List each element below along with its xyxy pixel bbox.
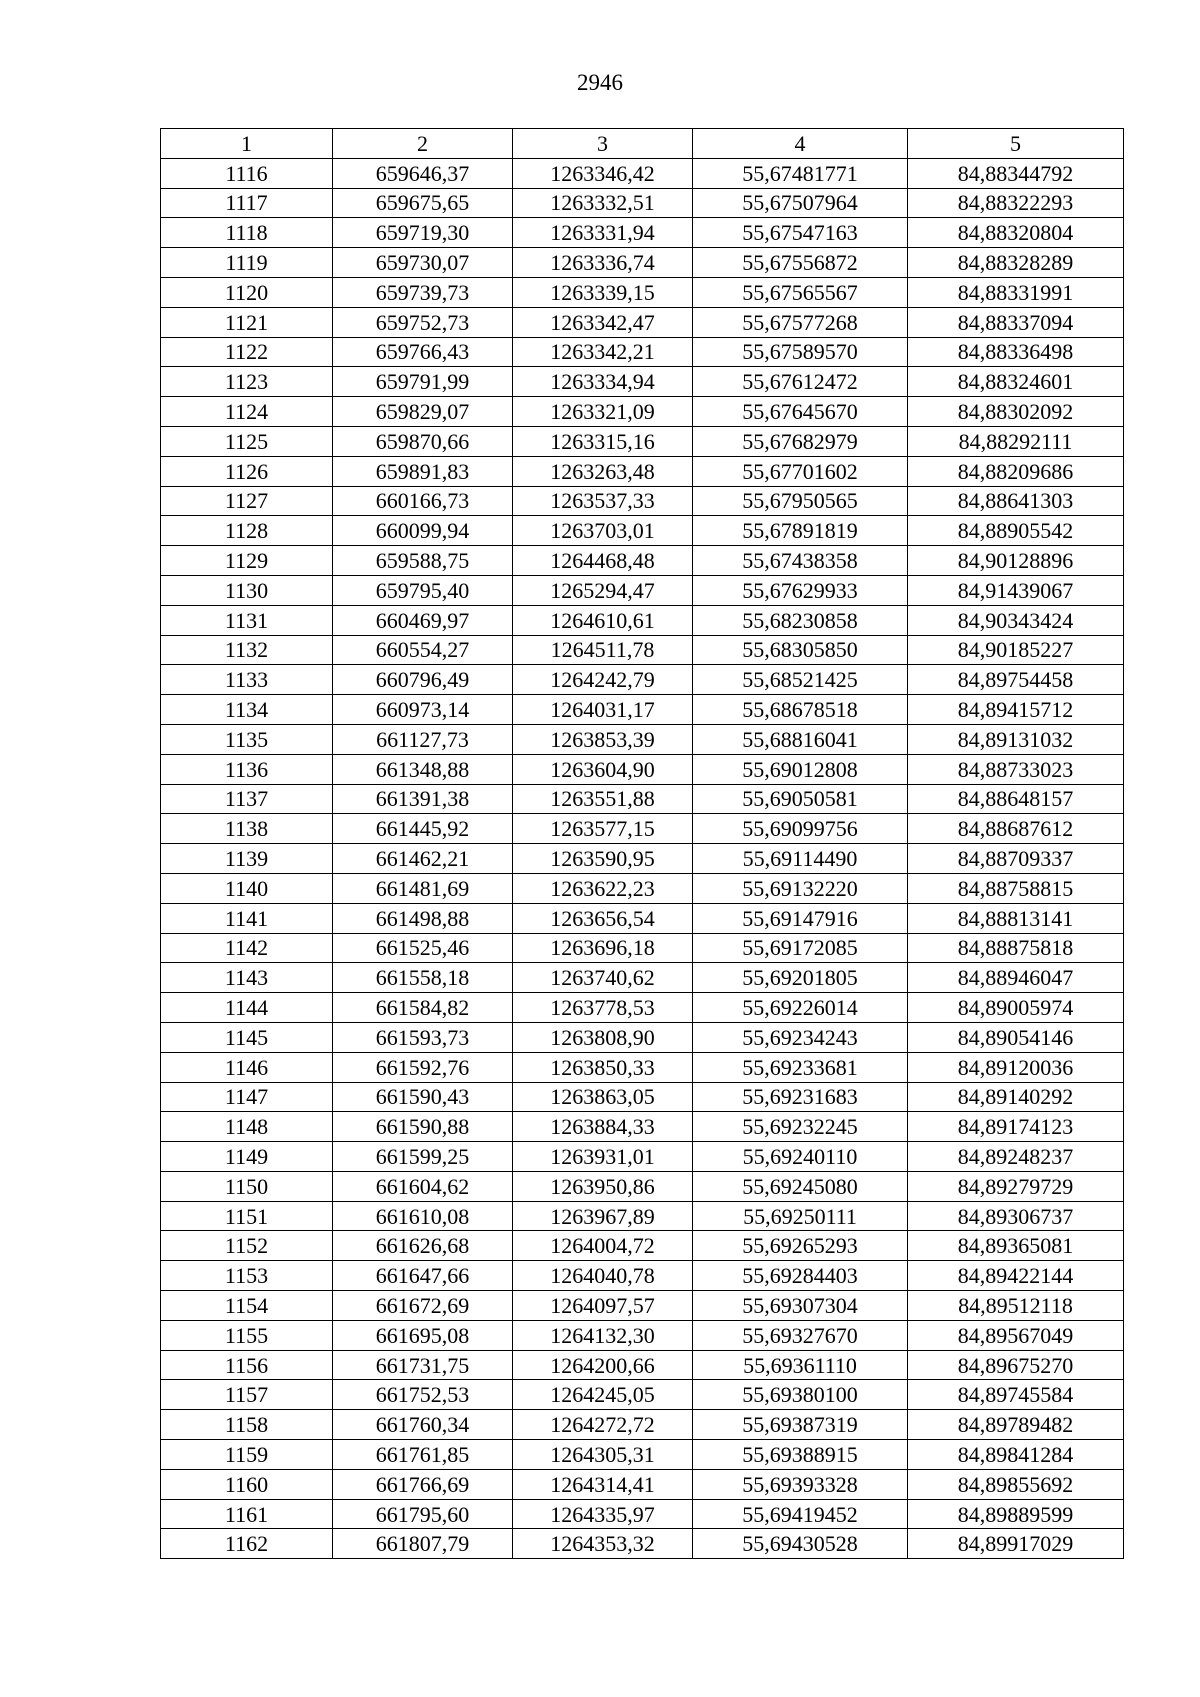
y-coordinate-cell: 1263577,15 [513, 814, 693, 844]
longitude-cell: 84,88302092 [908, 397, 1124, 427]
longitude-cell: 84,88905542 [908, 516, 1124, 546]
x-coordinate-cell: 659829,07 [333, 397, 513, 427]
point-number-cell: 1133 [161, 665, 333, 695]
point-number-cell: 1153 [161, 1261, 333, 1291]
latitude-cell: 55,69361110 [693, 1350, 908, 1380]
x-coordinate-cell: 660973,14 [333, 695, 513, 725]
point-number-cell: 1131 [161, 605, 333, 635]
latitude-cell: 55,67682979 [693, 426, 908, 456]
table-row [161, 546, 1124, 576]
y-coordinate-cell: 1263336,74 [513, 248, 693, 278]
table-row [161, 486, 1124, 516]
latitude-cell: 55,69327670 [693, 1320, 908, 1350]
x-coordinate-cell: 660796,49 [333, 665, 513, 695]
point-number-cell: 1148 [161, 1112, 333, 1142]
y-coordinate-cell: 1264511,78 [513, 635, 693, 665]
x-coordinate-cell: 660166,73 [333, 486, 513, 516]
latitude-cell: 55,67438358 [693, 546, 908, 576]
x-coordinate-cell: 661807,79 [333, 1529, 513, 1559]
longitude-cell: 84,89841284 [908, 1440, 1124, 1470]
y-coordinate-cell: 1263551,88 [513, 784, 693, 814]
latitude-cell: 55,69380100 [693, 1380, 908, 1410]
y-coordinate-cell: 1264242,79 [513, 665, 693, 695]
longitude-cell: 84,88344792 [908, 158, 1124, 188]
latitude-cell: 55,69232245 [693, 1112, 908, 1142]
latitude-cell: 55,68521425 [693, 665, 908, 695]
latitude-cell: 55,67556872 [693, 248, 908, 278]
longitude-cell: 84,89120036 [908, 1052, 1124, 1082]
latitude-cell: 55,69393328 [693, 1469, 908, 1499]
table-row [161, 1320, 1124, 1350]
latitude-cell: 55,69114490 [693, 844, 908, 874]
longitude-cell: 84,88758815 [908, 873, 1124, 903]
y-coordinate-cell: 1264468,48 [513, 546, 693, 576]
x-coordinate-cell: 660469,97 [333, 605, 513, 635]
longitude-cell: 84,88320804 [908, 218, 1124, 248]
x-coordinate-cell: 661584,82 [333, 993, 513, 1023]
longitude-cell: 84,89140292 [908, 1082, 1124, 1112]
point-number-cell: 1154 [161, 1291, 333, 1321]
table-row [161, 248, 1124, 278]
table-row [161, 1469, 1124, 1499]
x-coordinate-cell: 659739,73 [333, 277, 513, 307]
longitude-cell: 84,88337094 [908, 307, 1124, 337]
latitude-cell: 55,67645670 [693, 397, 908, 427]
table-row [161, 1529, 1124, 1559]
latitude-cell: 55,67547163 [693, 218, 908, 248]
x-coordinate-cell: 659646,37 [333, 158, 513, 188]
latitude-cell: 55,69233681 [693, 1052, 908, 1082]
y-coordinate-cell: 1264305,31 [513, 1440, 693, 1470]
point-number-cell: 1121 [161, 307, 333, 337]
point-number-cell: 1144 [161, 993, 333, 1023]
point-number-cell: 1129 [161, 546, 333, 576]
longitude-cell: 84,88687612 [908, 814, 1124, 844]
page-number: 2946 [577, 70, 623, 95]
x-coordinate-cell: 661647,66 [333, 1261, 513, 1291]
point-number-cell: 1119 [161, 248, 333, 278]
point-number-cell: 1139 [161, 844, 333, 874]
point-number-cell: 1149 [161, 1142, 333, 1172]
y-coordinate-cell: 1263334,94 [513, 367, 693, 397]
y-coordinate-cell: 1264040,78 [513, 1261, 693, 1291]
table-row [161, 218, 1124, 248]
table-row [161, 307, 1124, 337]
table-row [161, 1410, 1124, 1440]
y-coordinate-cell: 1263263,48 [513, 456, 693, 486]
y-coordinate-cell: 1264245,05 [513, 1380, 693, 1410]
table-row [161, 844, 1124, 874]
y-coordinate-cell: 1263740,62 [513, 963, 693, 993]
point-number-cell: 1156 [161, 1350, 333, 1380]
x-coordinate-cell: 659795,40 [333, 575, 513, 605]
table-row [161, 456, 1124, 486]
y-coordinate-cell: 1263931,01 [513, 1142, 693, 1172]
point-number-cell: 1123 [161, 367, 333, 397]
longitude-cell: 84,91439067 [908, 575, 1124, 605]
longitude-cell: 84,88292111 [908, 426, 1124, 456]
table-row [161, 1350, 1124, 1380]
point-number-cell: 1135 [161, 724, 333, 754]
y-coordinate-cell: 1263808,90 [513, 1022, 693, 1052]
x-coordinate-cell: 661731,75 [333, 1350, 513, 1380]
point-number-cell: 1142 [161, 933, 333, 963]
point-number-cell: 1145 [161, 1022, 333, 1052]
longitude-cell: 84,88209686 [908, 456, 1124, 486]
y-coordinate-cell: 1263342,47 [513, 307, 693, 337]
y-coordinate-cell: 1263884,33 [513, 1112, 693, 1142]
x-coordinate-cell: 661592,76 [333, 1052, 513, 1082]
longitude-cell: 84,89279729 [908, 1171, 1124, 1201]
y-coordinate-cell: 1264353,32 [513, 1529, 693, 1559]
point-number-cell: 1132 [161, 635, 333, 665]
table-row [161, 1440, 1124, 1470]
y-coordinate-cell: 1263696,18 [513, 933, 693, 963]
point-number-cell: 1134 [161, 695, 333, 725]
longitude-cell: 84,88875818 [908, 933, 1124, 963]
x-coordinate-cell: 661766,69 [333, 1469, 513, 1499]
table-row [161, 605, 1124, 635]
point-number-cell: 1138 [161, 814, 333, 844]
table-row [161, 426, 1124, 456]
column-header-3: 3 [513, 129, 693, 159]
table-row [161, 1380, 1124, 1410]
latitude-cell: 55,67565567 [693, 277, 908, 307]
x-coordinate-cell: 659675,65 [333, 188, 513, 218]
y-coordinate-cell: 1263315,16 [513, 426, 693, 456]
longitude-cell: 84,89174123 [908, 1112, 1124, 1142]
longitude-cell: 84,88322293 [908, 188, 1124, 218]
column-header-4: 4 [693, 129, 908, 159]
longitude-cell: 84,89131032 [908, 724, 1124, 754]
y-coordinate-cell: 1264031,17 [513, 695, 693, 725]
latitude-cell: 55,68305850 [693, 635, 908, 665]
point-number-cell: 1155 [161, 1320, 333, 1350]
table-row [161, 1112, 1124, 1142]
longitude-cell: 84,88648157 [908, 784, 1124, 814]
latitude-cell: 55,68230858 [693, 605, 908, 635]
table-row [161, 188, 1124, 218]
x-coordinate-cell: 661590,43 [333, 1082, 513, 1112]
x-coordinate-cell: 659752,73 [333, 307, 513, 337]
latitude-cell: 55,69307304 [693, 1291, 908, 1321]
latitude-cell: 55,69099756 [693, 814, 908, 844]
y-coordinate-cell: 1263853,39 [513, 724, 693, 754]
point-number-cell: 1124 [161, 397, 333, 427]
latitude-cell: 55,68816041 [693, 724, 908, 754]
latitude-cell: 55,69201805 [693, 963, 908, 993]
point-number-cell: 1157 [161, 1380, 333, 1410]
table-row [161, 933, 1124, 963]
table-row [161, 784, 1124, 814]
x-coordinate-cell: 661599,25 [333, 1142, 513, 1172]
point-number-cell: 1158 [161, 1410, 333, 1440]
table-body [161, 158, 1124, 1558]
x-coordinate-cell: 661604,62 [333, 1171, 513, 1201]
y-coordinate-cell: 1263703,01 [513, 516, 693, 546]
coordinates-table [160, 128, 1124, 1559]
y-coordinate-cell: 1263342,21 [513, 337, 693, 367]
point-number-cell: 1117 [161, 188, 333, 218]
y-coordinate-cell: 1263604,90 [513, 754, 693, 784]
table-row [161, 1499, 1124, 1529]
table-row [161, 516, 1124, 546]
x-coordinate-cell: 659588,75 [333, 546, 513, 576]
x-coordinate-cell: 661445,92 [333, 814, 513, 844]
y-coordinate-cell: 1263967,89 [513, 1201, 693, 1231]
column-header-1: 1 [161, 129, 333, 159]
y-coordinate-cell: 1263590,95 [513, 844, 693, 874]
longitude-cell: 84,88336498 [908, 337, 1124, 367]
longitude-cell: 84,89567049 [908, 1320, 1124, 1350]
table-row [161, 1052, 1124, 1082]
longitude-cell: 84,89512118 [908, 1291, 1124, 1321]
point-number-cell: 1137 [161, 784, 333, 814]
y-coordinate-cell: 1263537,33 [513, 486, 693, 516]
y-coordinate-cell: 1263863,05 [513, 1082, 693, 1112]
longitude-cell: 84,90185227 [908, 635, 1124, 665]
x-coordinate-cell: 659870,66 [333, 426, 513, 456]
longitude-cell: 84,90343424 [908, 605, 1124, 635]
point-number-cell: 1122 [161, 337, 333, 367]
point-number-cell: 1140 [161, 873, 333, 903]
longitude-cell: 84,89855692 [908, 1469, 1124, 1499]
latitude-cell: 55,69250111 [693, 1201, 908, 1231]
x-coordinate-cell: 659791,99 [333, 367, 513, 397]
x-coordinate-cell: 661462,21 [333, 844, 513, 874]
table-row [161, 158, 1124, 188]
x-coordinate-cell: 659766,43 [333, 337, 513, 367]
y-coordinate-cell: 1263346,42 [513, 158, 693, 188]
x-coordinate-cell: 661525,46 [333, 933, 513, 963]
column-header-5: 5 [908, 129, 1124, 159]
x-coordinate-cell: 661481,69 [333, 873, 513, 903]
table-row [161, 1291, 1124, 1321]
table-row [161, 903, 1124, 933]
point-number-cell: 1162 [161, 1529, 333, 1559]
latitude-cell: 55,67507964 [693, 188, 908, 218]
x-coordinate-cell: 661760,34 [333, 1410, 513, 1440]
table-row [161, 1022, 1124, 1052]
latitude-cell: 55,67589570 [693, 337, 908, 367]
y-coordinate-cell: 1264335,97 [513, 1499, 693, 1529]
longitude-cell: 84,88733023 [908, 754, 1124, 784]
x-coordinate-cell: 661391,38 [333, 784, 513, 814]
x-coordinate-cell: 661127,73 [333, 724, 513, 754]
point-number-cell: 1128 [161, 516, 333, 546]
longitude-cell: 84,89005974 [908, 993, 1124, 1023]
latitude-cell: 55,69147916 [693, 903, 908, 933]
table-row [161, 724, 1124, 754]
column-header-2: 2 [333, 129, 513, 159]
point-number-cell: 1118 [161, 218, 333, 248]
x-coordinate-cell: 661348,88 [333, 754, 513, 784]
x-coordinate-cell: 661695,08 [333, 1320, 513, 1350]
x-coordinate-cell: 661795,60 [333, 1499, 513, 1529]
longitude-cell: 84,89789482 [908, 1410, 1124, 1440]
point-number-cell: 1120 [161, 277, 333, 307]
latitude-cell: 55,69265293 [693, 1231, 908, 1261]
table-row [161, 1171, 1124, 1201]
x-coordinate-cell: 660554,27 [333, 635, 513, 665]
y-coordinate-cell: 1263331,94 [513, 218, 693, 248]
x-coordinate-cell: 661672,69 [333, 1291, 513, 1321]
x-coordinate-cell: 661590,88 [333, 1112, 513, 1142]
latitude-cell: 55,69172085 [693, 933, 908, 963]
y-coordinate-cell: 1263778,53 [513, 993, 693, 1023]
table-row [161, 1231, 1124, 1261]
y-coordinate-cell: 1264314,41 [513, 1469, 693, 1499]
point-number-cell: 1116 [161, 158, 333, 188]
longitude-cell: 84,89745584 [908, 1380, 1124, 1410]
point-number-cell: 1127 [161, 486, 333, 516]
longitude-cell: 84,88324601 [908, 367, 1124, 397]
longitude-cell: 84,88946047 [908, 963, 1124, 993]
x-coordinate-cell: 661626,68 [333, 1231, 513, 1261]
latitude-cell: 55,67577268 [693, 307, 908, 337]
table-row [161, 814, 1124, 844]
latitude-cell: 55,69132220 [693, 873, 908, 903]
latitude-cell: 55,69245080 [693, 1171, 908, 1201]
y-coordinate-cell: 1264200,66 [513, 1350, 693, 1380]
table-row [161, 367, 1124, 397]
y-coordinate-cell: 1263656,54 [513, 903, 693, 933]
x-coordinate-cell: 661610,08 [333, 1201, 513, 1231]
table-row [161, 1082, 1124, 1112]
latitude-cell: 55,69231683 [693, 1082, 908, 1112]
table-row [161, 1201, 1124, 1231]
longitude-cell: 84,89306737 [908, 1201, 1124, 1231]
longitude-cell: 84,89248237 [908, 1142, 1124, 1172]
latitude-cell: 55,69284403 [693, 1261, 908, 1291]
y-coordinate-cell: 1263850,33 [513, 1052, 693, 1082]
x-coordinate-cell: 661558,18 [333, 963, 513, 993]
point-number-cell: 1151 [161, 1201, 333, 1231]
y-coordinate-cell: 1263622,23 [513, 873, 693, 903]
latitude-cell: 55,67891819 [693, 516, 908, 546]
longitude-cell: 84,89422144 [908, 1261, 1124, 1291]
table-header-row [161, 129, 1124, 159]
table-row [161, 963, 1124, 993]
y-coordinate-cell: 1264610,61 [513, 605, 693, 635]
table-row [161, 397, 1124, 427]
x-coordinate-cell: 660099,94 [333, 516, 513, 546]
x-coordinate-cell: 659891,83 [333, 456, 513, 486]
longitude-cell: 84,88813141 [908, 903, 1124, 933]
longitude-cell: 84,88328289 [908, 248, 1124, 278]
y-coordinate-cell: 1264132,30 [513, 1320, 693, 1350]
point-number-cell: 1136 [161, 754, 333, 784]
table-row [161, 665, 1124, 695]
longitude-cell: 84,89917029 [908, 1529, 1124, 1559]
x-coordinate-cell: 661761,85 [333, 1440, 513, 1470]
x-coordinate-cell: 661593,73 [333, 1022, 513, 1052]
latitude-cell: 55,69387319 [693, 1410, 908, 1440]
longitude-cell: 84,89054146 [908, 1022, 1124, 1052]
longitude-cell: 84,88641303 [908, 486, 1124, 516]
latitude-cell: 55,68678518 [693, 695, 908, 725]
latitude-cell: 55,69419452 [693, 1499, 908, 1529]
table-row [161, 754, 1124, 784]
latitude-cell: 55,69430528 [693, 1529, 908, 1559]
x-coordinate-cell: 659730,07 [333, 248, 513, 278]
x-coordinate-cell: 661498,88 [333, 903, 513, 933]
longitude-cell: 84,88331991 [908, 277, 1124, 307]
table-row [161, 277, 1124, 307]
point-number-cell: 1152 [161, 1231, 333, 1261]
point-number-cell: 1150 [161, 1171, 333, 1201]
latitude-cell: 55,69050581 [693, 784, 908, 814]
point-number-cell: 1130 [161, 575, 333, 605]
latitude-cell: 55,67612472 [693, 367, 908, 397]
longitude-cell: 84,89365081 [908, 1231, 1124, 1261]
y-coordinate-cell: 1263950,86 [513, 1171, 693, 1201]
latitude-cell: 55,67629933 [693, 575, 908, 605]
longitude-cell: 84,90128896 [908, 546, 1124, 576]
longitude-cell: 84,89675270 [908, 1350, 1124, 1380]
x-coordinate-cell: 659719,30 [333, 218, 513, 248]
point-number-cell: 1143 [161, 963, 333, 993]
latitude-cell: 55,69012808 [693, 754, 908, 784]
y-coordinate-cell: 1264004,72 [513, 1231, 693, 1261]
table-row [161, 993, 1124, 1023]
table-row [161, 1142, 1124, 1172]
y-coordinate-cell: 1264097,57 [513, 1291, 693, 1321]
longitude-cell: 84,89754458 [908, 665, 1124, 695]
latitude-cell: 55,69226014 [693, 993, 908, 1023]
latitude-cell: 55,67701602 [693, 456, 908, 486]
point-number-cell: 1146 [161, 1052, 333, 1082]
table-row [161, 695, 1124, 725]
y-coordinate-cell: 1265294,47 [513, 575, 693, 605]
table-row [161, 1261, 1124, 1291]
y-coordinate-cell: 1263321,09 [513, 397, 693, 427]
point-number-cell: 1141 [161, 903, 333, 933]
point-number-cell: 1160 [161, 1469, 333, 1499]
point-number-cell: 1159 [161, 1440, 333, 1470]
table-row [161, 337, 1124, 367]
latitude-cell: 55,67481771 [693, 158, 908, 188]
table-row [161, 575, 1124, 605]
latitude-cell: 55,69388915 [693, 1440, 908, 1470]
point-number-cell: 1125 [161, 426, 333, 456]
y-coordinate-cell: 1264272,72 [513, 1410, 693, 1440]
y-coordinate-cell: 1263339,15 [513, 277, 693, 307]
table-row [161, 635, 1124, 665]
point-number-cell: 1161 [161, 1499, 333, 1529]
latitude-cell: 55,67950565 [693, 486, 908, 516]
y-coordinate-cell: 1263332,51 [513, 188, 693, 218]
latitude-cell: 55,69234243 [693, 1022, 908, 1052]
point-number-cell: 1147 [161, 1082, 333, 1112]
x-coordinate-cell: 661752,53 [333, 1380, 513, 1410]
longitude-cell: 84,88709337 [908, 844, 1124, 874]
latitude-cell: 55,69240110 [693, 1142, 908, 1172]
longitude-cell: 84,89889599 [908, 1499, 1124, 1529]
table-row [161, 873, 1124, 903]
point-number-cell: 1126 [161, 456, 333, 486]
longitude-cell: 84,89415712 [908, 695, 1124, 725]
